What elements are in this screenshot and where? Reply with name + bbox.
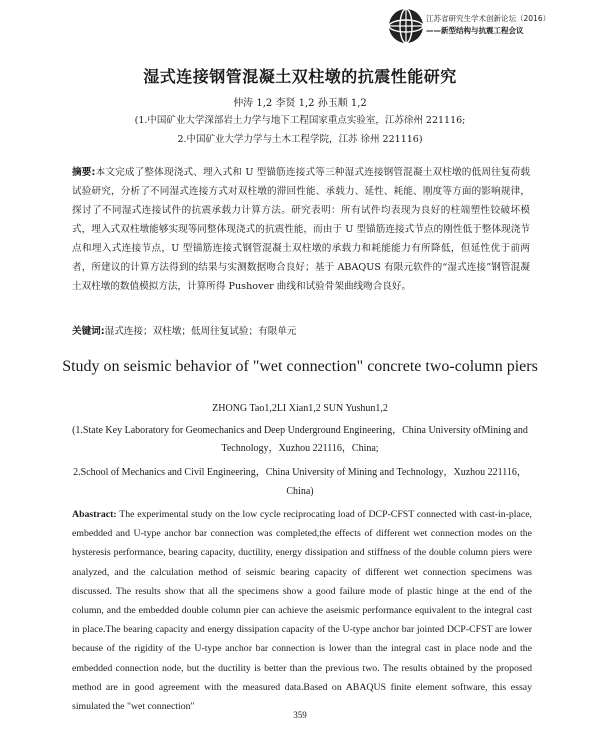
chinese-abstract-text: 本文完成了整体现浇式、埋入式和 U 型锚筋连接式等三种湿式连接钢管混凝土双柱墩的低周往复荷载试验研究，分析了不同湿式连接方式对双柱墩的滞回性能、承载力、延性、耗能、刚度等方面的影响规律，探讨了不同湿式连接试件的抗震承载力计算方法。研究表明：所有试件均表现为良好的柱端塑性铰破坏模式，埋入式双柱墩能够实现等同整体现浇式的抗震性能，而由于 U 型锚筋连接式节点的刚性低于整体现浇节点和埋入式连接节点，U 型锚筋连接式钢管混凝土双柱墩的承载力和耗能能力有所降低，但延性优于前两者，所建议的计算方法得到的结果与实测数据吻合良好；基于 ABAQUS 有限元软件的“湿式连接”钢管混凝土双柱墩的数值模拟方法，计算所得 Pushover 曲线和试验骨架曲线吻合良好。 [72,167,531,292]
english-abstract [72,505,532,716]
english-title: Study on seismic behavior of "wet connection" concrete two-column piers [62,358,538,375]
conference-logo [386,6,426,46]
english-affiliation-1: (1.State Key Laboratory for Geomechanics and Deep Underground Engineering，China University ofMining and Technology，Xuzhou 221116，China; [72,425,528,454]
english-abstract-label: Abastract: [72,509,117,520]
chinese-affiliation-2: 2.中国矿业大学力学与土木工程学院，江苏 徐州 221116) [177,134,423,145]
chinese-abstract [72,163,530,296]
chinese-abstract-label: 摘要: [72,167,96,178]
chinese-keywords [72,323,530,337]
page-number: 359 [293,710,307,720]
chinese-keywords-text: 湿式连接；双柱墩；低周往复试验；有限单元 [104,326,297,337]
chinese-keywords-label: 关键词: [72,326,105,337]
english-affiliation-2: 2.School of Mechanics and Civil Engineering，China University of Mining and Technology，Xuzhou 221116，China) [73,467,527,497]
chinese-authors: 仲涛 1,2 李贤 1,2 孙玉顺 1,2 [233,98,367,109]
chinese-affiliation-1: (1.中国矿业大学深部岩土力学与地下工程国家重点实验室，江苏徐州 221116; [134,115,466,126]
english-authors: ZHONG Tao1,2LI Xian1,2 SUN Yushun1,2 [212,403,388,414]
conference-subtitle: ——新型结构与抗震工程会议 [426,26,524,35]
chinese-title: 湿式连接钢管混凝土双柱墩的抗震性能研究 [143,67,457,86]
conference-name: 江苏省研究生学术创新论坛（2016） [426,14,551,23]
conference-header [386,6,596,46]
english-abstract-text: The experimental study on the low cycle reciprocating load of DCP-CFST connected with cast-in-place, embedded and U-type anchor bar connection was completed,the effects of different wet connection modes on the hysteresis performance, bearing capacity, ductility, energy dissipation and stiffness of the double column piers were analyzed, and the calculation method of seismic bearing capacity of different wet connection specimens was discussed. The results show that all the specimens show a good failure mode of plastic hinge at the end of the column, and the embedded double column pier can achieve the aseismic performance equivalent to the integral cast in place.The bearing capacity and energy dissipation capacity of the U-type anchor bar jointed DCP-CFST are lower because of the rigidity of the U-type anchor bar connection is lower than the integral cast in place node and the embedded connection node, but the ductility is better than the previous two. The results obtained by the proposed method are in good agreement with the measured data.Based on ABAQUS finite element software, this essay simulated the "wet connection" [72,509,532,713]
